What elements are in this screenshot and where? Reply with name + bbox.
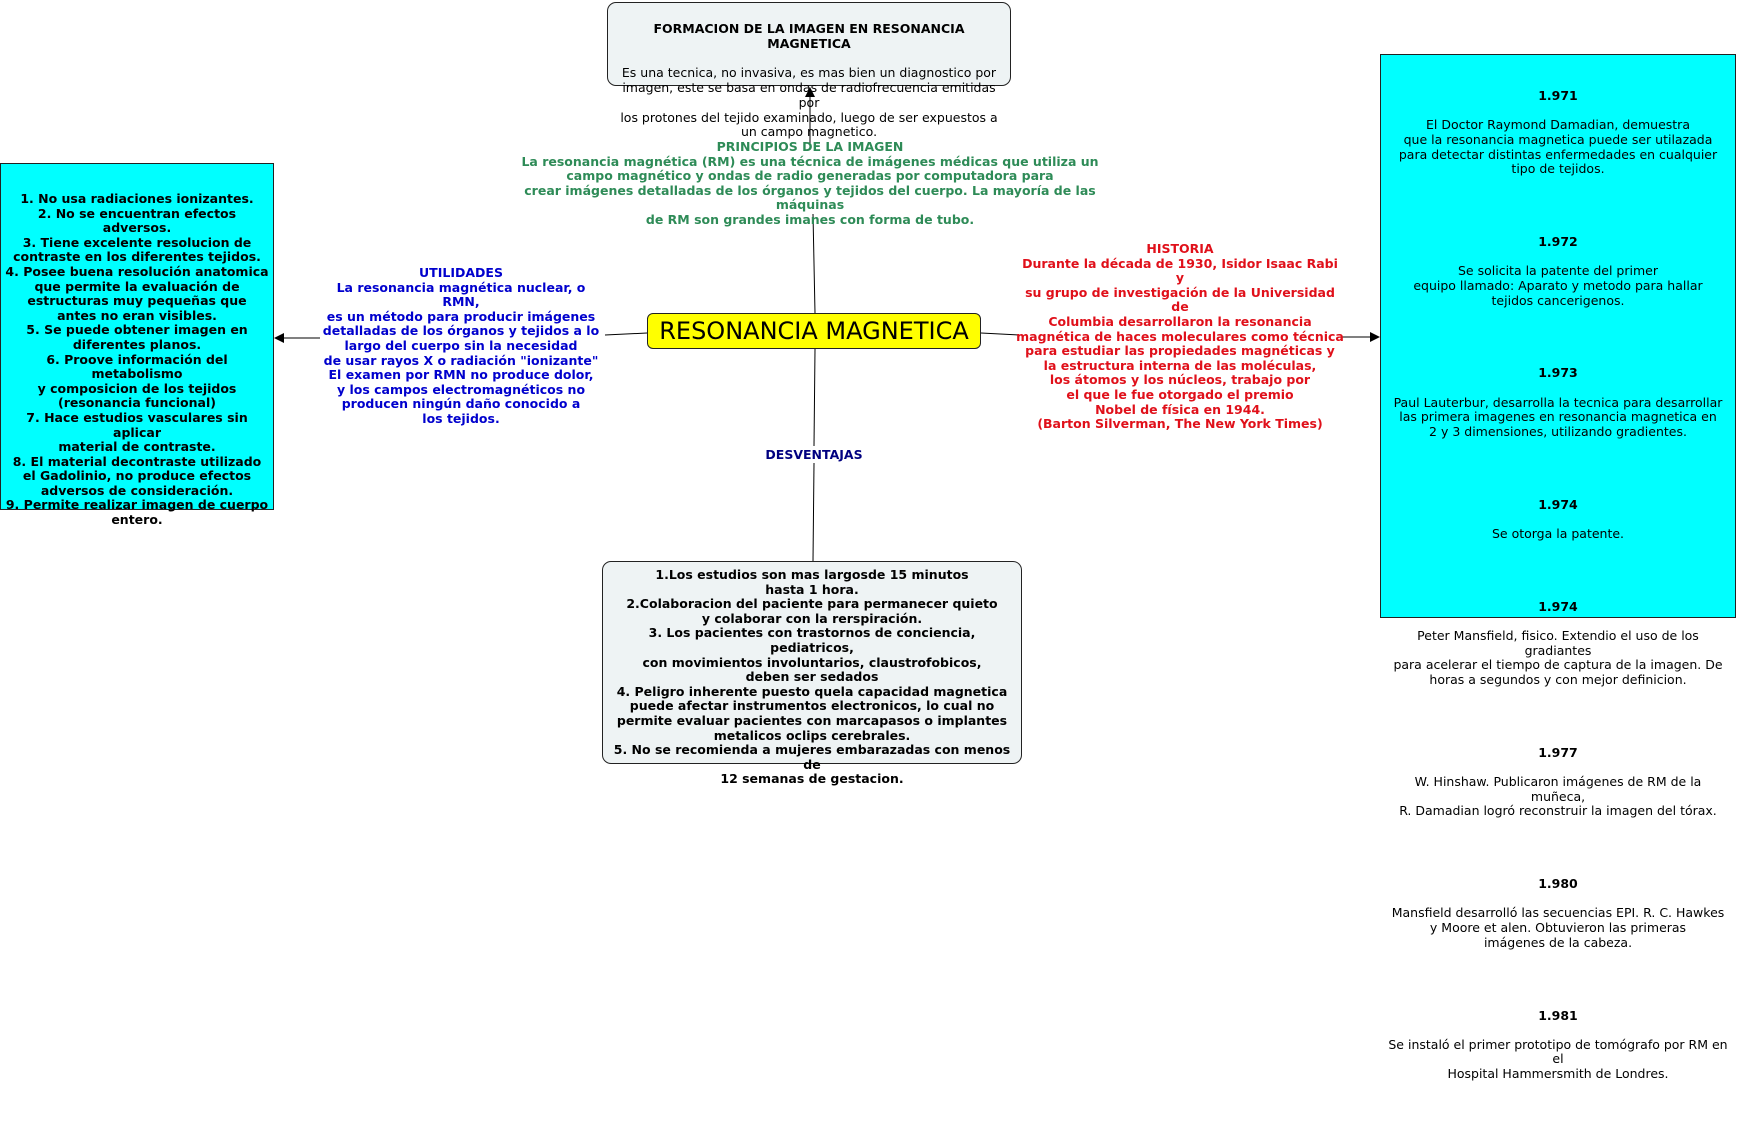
timeline-year: 1.977 <box>1538 744 1578 760</box>
timeline-year: 1.974 <box>1538 598 1578 614</box>
formacion-title: FORMACION DE LA IMAGEN EN RESONANCIA MAGNETICA <box>653 20 965 51</box>
formacion-text: Es una tecnica, no invasiva, es mas bien un diagnostico por imagen, este se basa en ondas de radiofrecuencia emitidas por los protones del tejido examinado, luego de ser expuestos a un campo magnetico. <box>620 65 998 140</box>
timeline-event <box>1387 994 1729 1096</box>
timeline-event <box>1387 731 1729 833</box>
timeline-event <box>1387 585 1729 702</box>
timeline-event <box>1387 221 1729 323</box>
timeline-text: Peter Mansfield, fisico. Extendio el uso de los gradiantes para acelerar el tiempo de captura de la imagen. De horas a segundos y con mejor definicion. <box>1393 628 1723 687</box>
utilidades-label: UTILIDADES La resonancia magnética nuclear, o RMN, es un método para producir imágenes detalladas de los órganos y tejidos a lo largo del cuerpo sin la necesidad de usar rayos X o radiación "ionizante" El examen por RMN no produce dolor, y los campos electromagnéticos no producen ningún daño conocido a los tejidos. <box>322 265 600 426</box>
desventajas-label: DESVENTAJAS <box>765 447 863 462</box>
connector-center-historia <box>981 333 1019 335</box>
timeline-text: Se solicita la patente del primer equipo llamado: Aparato y metodo para hallar tejidos cancerigenos. <box>1413 263 1703 308</box>
connector-center-desventajas <box>814 349 815 446</box>
connector-desventajas-box <box>813 463 814 561</box>
timeline-year: 1.971 <box>1538 88 1578 104</box>
timeline-year: 1.972 <box>1538 234 1578 250</box>
timeline-box <box>1380 54 1736 1081</box>
timeline-year: 1.981 <box>1538 1007 1578 1023</box>
timeline-event <box>1387 75 1729 192</box>
central-topic: RESONANCIA MAGNETICA <box>647 313 981 349</box>
connector-center-principios <box>813 214 815 313</box>
timeline-year: 1.974 <box>1538 496 1578 512</box>
timeline-event <box>1387 483 1729 556</box>
desventajas-box: 1.Los estudios son mas largosde 15 minutos hasta 1 hora. 2.Colaboracion del paciente para permanecer quieto y colaborar con la rerspiración. 3. Los pacientes con trastornos de conciencia, pediatricos, con movimientos involuntarios, claustrofobicos, deben ser sedados 4. Peligro inherente puesto quela capacidad magnetica puede afectar instrumentos electronicos, lo cual no permite evaluar pacientes con marcapasos o implantes metalicos oclips cerebrales. 5. No se recomienda a mujeres embarazadas con menos de 12 semanas de gestacion. <box>602 561 1022 764</box>
timeline-text: Se instaló el primer prototipo de tomógrafo por RM en el Hospital Hammersmith de Londres. <box>1388 1036 1728 1081</box>
timeline-event <box>1387 863 1729 965</box>
formacion-box <box>607 2 1011 140</box>
principios-label: PRINCIPIOS DE LA IMAGEN La resonancia magnética (RM) es una técnica de imágenes médicas que utiliza un campo magnético y ondas de radio generadas por computadora para crear imágenes detalladas de los órganos y tejidos del cuerpo. La mayoría de las máquinas de RM son grandes imanes con forma de tubo. <box>521 139 1099 227</box>
timeline-text: Mansfield desarrolló las secuencias EPI. R. C. Hawkes y Moore et alen. Obtuvieron las primeras imágenes de la cabeza. <box>1391 905 1725 950</box>
timeline-text: El Doctor Raymond Damadian, demuestra que la resonancia magnetica puede ser utilazada para detectar distintas enfermedades en cualquier tipo de tejidos. <box>1398 117 1718 177</box>
timeline-event <box>1387 352 1729 454</box>
ventajas-box: 1. No usa radiaciones ionizantes. 2. No se encuentran efectos adversos. 3. Tiene excelente resolucion de contraste en los diferentes tejidos. 4. Posee buena resolución anatomica que permite la evaluación de estructuras muy pequeñas que antes no eran visibles. 5. Se puede obtener imagen en diferentes planos. 6. Proove información del metabolismo y composicion de los tejidos (resonancia funcional) 7. Hace estudios vasculares sin aplicar material de contraste. 8. El material decontraste utilizado el Gadolinio, no produce efectos adversos de consideración. 9. Permite realizar imagen de cuerpo entero. <box>0 163 274 510</box>
timeline-year: 1.980 <box>1538 876 1578 892</box>
timeline-text: Se otorga la patente. <box>1491 526 1625 541</box>
connector-center-utilidades <box>605 333 647 335</box>
historia-label: HISTORIA Durante la década de 1930, Isidor Isaac Rabi y su grupo de investigación de la Universidad de Columbia desarrollaron la resonancia magnética de haces moleculares como técnica para estudiar las propiedades magnéticas y la estructura interna de las moléculas, los átomos y los núcleos, trabajo por el que le fue otorgado el premio Nobel de física en 1944. (Barton Silverman, The New York Times) <box>1016 241 1344 432</box>
timeline-text: Paul Lauterbur, desarrolla la tecnica para desarrollar las primera imagenes en resonancia magnetica en 2 y 3 dimensiones, utilizando gradientes. <box>1393 394 1723 439</box>
timeline-year: 1.973 <box>1538 365 1578 381</box>
timeline-text: W. Hinshaw. Publicaron imágenes de RM de la muñeca, R. Damadian logró reconstruir la imagen del tórax. <box>1399 774 1717 819</box>
